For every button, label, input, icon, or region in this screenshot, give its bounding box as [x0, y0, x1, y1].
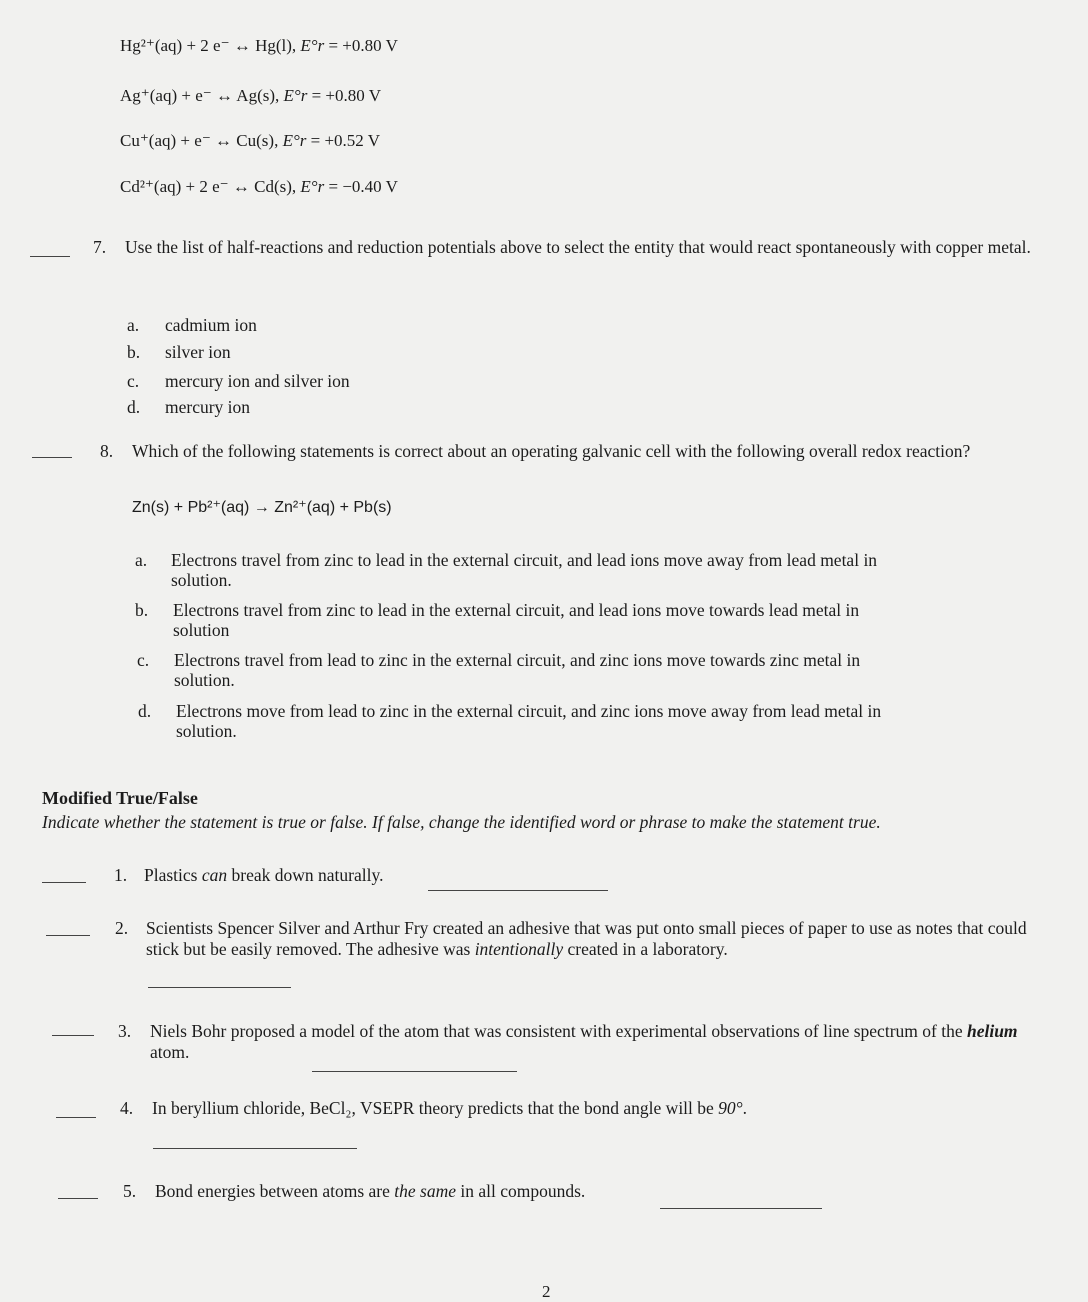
half-reaction-text: Cd²⁺(aq) + 2 e⁻ ↔ Cd(s),	[120, 177, 297, 196]
statement-text: in all compounds.	[455, 1181, 586, 1201]
potential-value: = +0.80 V	[328, 36, 398, 55]
half-reaction-text: Ag⁺(aq) + e⁻ ↔ Ag(s),	[120, 86, 280, 105]
half-reaction-cd	[120, 177, 398, 197]
option-label: c.	[137, 650, 150, 670]
statement-text: Plastics	[144, 865, 202, 885]
identified-phrase: intentionally	[474, 939, 564, 959]
section-instructions: Indicate whether the statement is true or false. If false, change the identified word or phrase to make the statement true.	[42, 812, 881, 832]
correction-blank-tf5[interactable]	[660, 1208, 822, 1209]
q7-option-b[interactable]	[127, 342, 231, 362]
half-reaction-text: Hg²⁺(aq) + 2 e⁻ ↔ Hg(l),	[120, 36, 297, 55]
answer-blank-tf5[interactable]	[58, 1198, 98, 1199]
correction-blank-tf3[interactable]	[312, 1071, 517, 1072]
correction-blank-tf1[interactable]	[428, 890, 608, 891]
identified-phrase: the same	[394, 1181, 456, 1201]
question-number: 8.	[100, 441, 114, 461]
statement-text: .	[742, 1098, 748, 1118]
potential-symbol: E°r	[300, 36, 325, 55]
potential-value: = +0.52 V	[310, 131, 381, 150]
statement-number: 5.	[123, 1181, 137, 1201]
statement-number: 3.	[118, 1021, 132, 1041]
q8-option-d-text: Electrons move from lead to zinc in the external circuit, and zinc ions move away from lead metal in solution.	[176, 701, 882, 741]
statement-text: Scientists Spencer Silver and Arthur Fry created an adhesive that was put onto small pieces of paper to use as notes that could stick but be easily removed. The adhesive was	[146, 918, 1027, 959]
tf-statement-3-number	[118, 1021, 131, 1042]
option-label: c.	[127, 371, 140, 391]
potential-value: = −0.40 V	[328, 177, 398, 196]
q8-option-c[interactable]	[137, 650, 173, 670]
tf-statement-4	[120, 1098, 747, 1119]
half-reaction-text: Cu⁺(aq) + e⁻ ↔ Cu(s),	[120, 131, 279, 150]
option-text: silver ion	[165, 342, 231, 362]
q8-option-b-text: Electrons travel from zinc to lead in the external circuit, and lead ions move towards lead metal in solution	[173, 600, 860, 640]
q8-option-b[interactable]	[135, 600, 171, 620]
identified-phrase: 90°	[718, 1098, 743, 1118]
statement-text: atom.	[150, 1042, 190, 1062]
option-text: cadmium ion	[165, 315, 257, 335]
answer-blank-tf4[interactable]	[56, 1117, 96, 1118]
option-label: b.	[127, 342, 141, 362]
q8-option-c-text: Electrons travel from lead to zinc in the external circuit, and zinc ions move towards zinc metal in solution.	[174, 650, 861, 690]
answer-blank-q8[interactable]	[32, 457, 72, 458]
identified-phrase: helium	[966, 1021, 1018, 1041]
page-number: 2	[542, 1282, 551, 1301]
potential-value: = +0.80 V	[311, 86, 381, 105]
answer-blank-tf1[interactable]	[42, 882, 86, 883]
tf-statement-5	[123, 1181, 585, 1202]
question-7-number	[93, 237, 106, 258]
correction-blank-tf4[interactable]	[153, 1148, 357, 1149]
section-title: Modified True/False	[42, 788, 198, 808]
identified-phrase: can	[201, 865, 228, 885]
statement-text: In beryllium chloride, BeCl₂, VSEPR theory predicts that the bond angle will be	[152, 1098, 719, 1118]
answer-blank-tf2[interactable]	[46, 935, 90, 936]
potential-symbol: E°r	[282, 131, 307, 150]
correction-blank-tf2[interactable]	[148, 987, 291, 988]
q7-option-c[interactable]	[127, 371, 350, 391]
option-label: d.	[127, 397, 141, 417]
statement-text: Niels Bohr proposed a model of the atom that was consistent with experimental observations of line spectrum of the	[150, 1021, 967, 1041]
statement-number: 1.	[114, 865, 128, 885]
statement-number: 4.	[120, 1098, 134, 1118]
option-text: mercury ion	[165, 397, 251, 417]
half-reaction-ag	[120, 86, 381, 106]
q8-option-a-text: Electrons travel from zinc to lead in the external circuit, and lead ions move away from lead metal in solution.	[171, 550, 878, 590]
statement-text: created in a laboratory.	[563, 939, 728, 959]
option-label: a.	[135, 550, 148, 570]
half-reaction-hg	[120, 36, 398, 56]
statement-number: 2.	[115, 918, 129, 938]
tf-statement-3	[150, 1021, 1060, 1063]
option-label: d.	[138, 701, 152, 721]
q8-option-a[interactable]	[135, 550, 171, 570]
option-text: mercury ion and silver ion	[165, 371, 350, 391]
q7-option-a[interactable]	[127, 315, 257, 335]
answer-blank-tf3[interactable]	[52, 1035, 94, 1036]
q7-option-d[interactable]	[127, 397, 250, 417]
question-7-text: Use the list of half-reactions and reduction potentials above to select the entity that would react spontaneously with copper metal.	[125, 237, 1031, 257]
half-reaction-cu	[120, 131, 380, 151]
answer-blank-q7[interactable]	[30, 256, 70, 257]
redox-equation: Zn(s) + Pb²⁺(aq) → Zn²⁺(aq) + Pb(s)	[132, 499, 392, 516]
question-8-number	[100, 441, 113, 462]
option-label: a.	[127, 315, 140, 335]
tf-statement-2-number	[115, 918, 128, 939]
tf-statement-2	[146, 918, 1051, 960]
question-8-text: Which of the following statements is correct about an operating galvanic cell with the following overall redox reaction?	[132, 441, 971, 461]
tf-statement-1	[114, 865, 383, 886]
statement-text: break down naturally.	[227, 865, 384, 885]
potential-symbol: E°r	[300, 177, 325, 196]
potential-symbol: E°r	[283, 86, 308, 105]
statement-text: Bond energies between atoms are	[155, 1181, 395, 1201]
question-number: 7.	[93, 237, 107, 257]
q8-option-d[interactable]	[138, 701, 174, 721]
option-label: b.	[135, 600, 149, 620]
